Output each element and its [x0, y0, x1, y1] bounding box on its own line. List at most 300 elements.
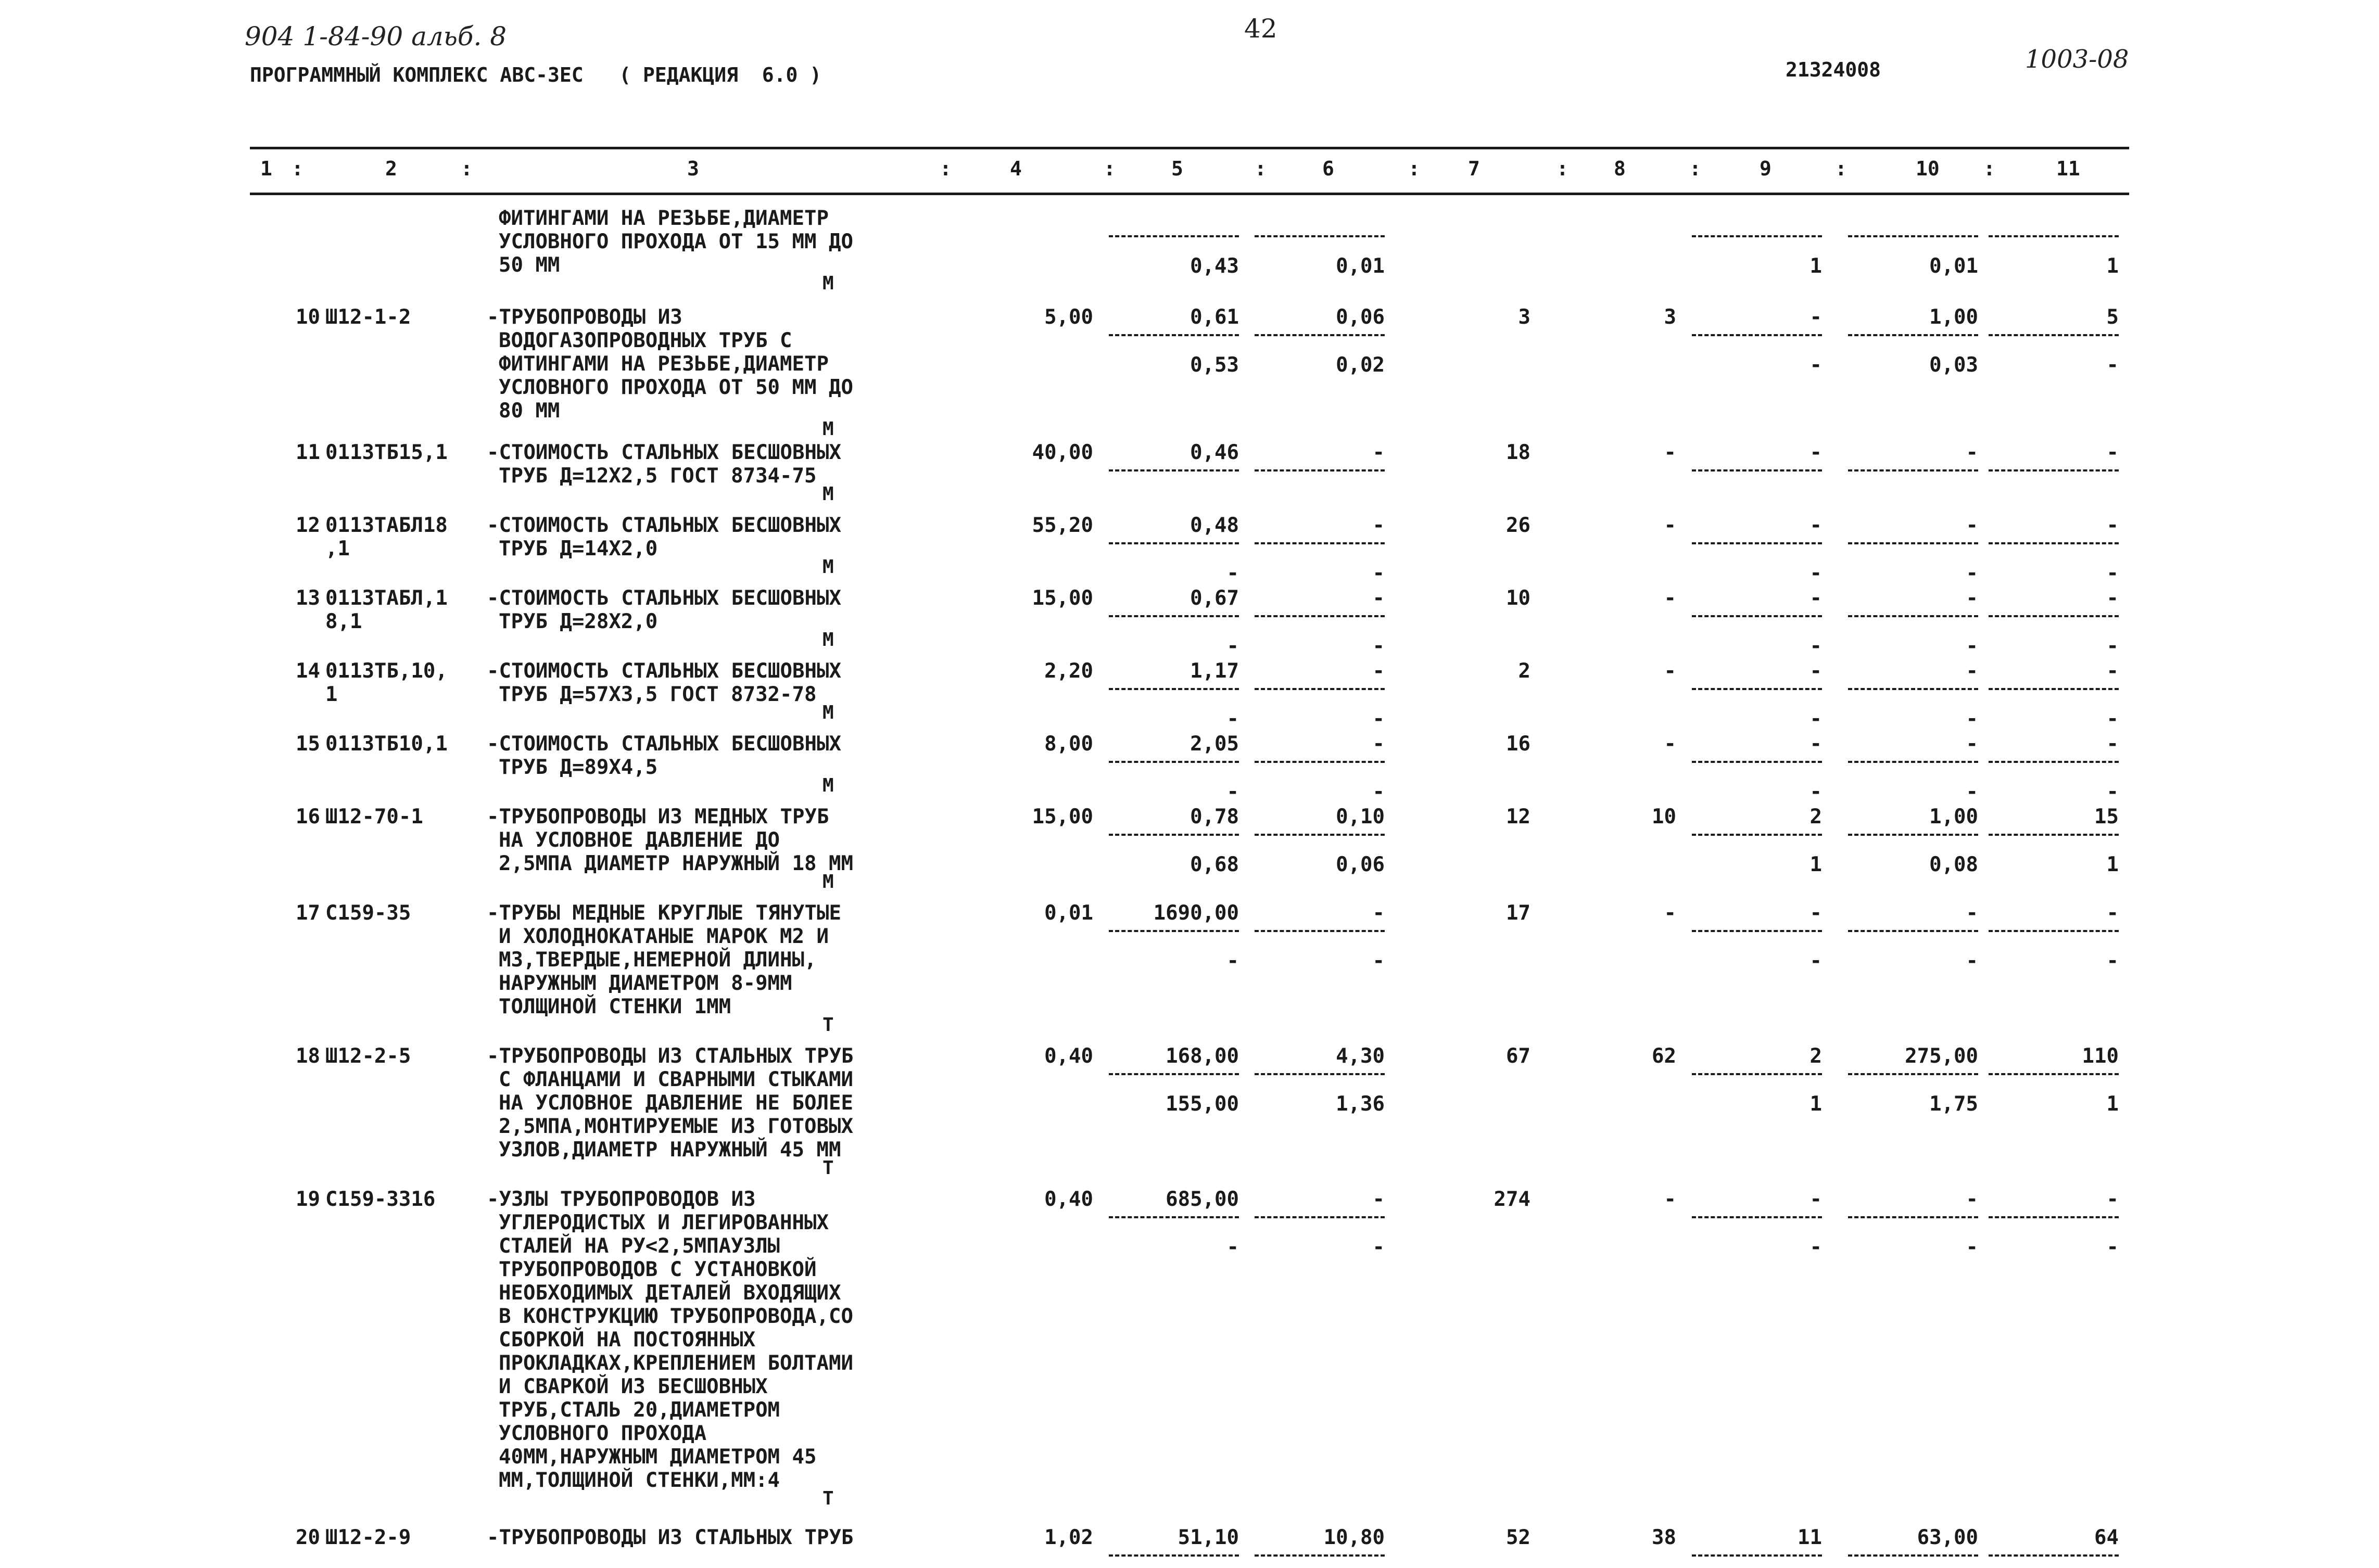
row-value-top: 10,80 [1323, 1526, 1385, 1549]
row-value-bottom: 1 [2106, 254, 2119, 278]
value-underline [1255, 334, 1385, 336]
row-code: Ш12-70-1 [325, 805, 423, 828]
column-header-7: 7 [1468, 157, 1480, 180]
value-underline [1989, 1216, 2119, 1218]
value-underline [1848, 834, 1978, 836]
row-value-top: 11 [1798, 1526, 1822, 1549]
row-description-line: ТРУБ Д=12Х2,5 ГОСТ 8734-75 [499, 464, 817, 488]
row-value-bottom: - [1226, 562, 1239, 585]
row-value-bottom: - [1372, 780, 1385, 804]
value-underline [1109, 1216, 1239, 1218]
row-value-bottom: - [2106, 562, 2119, 585]
value-underline [1692, 930, 1822, 932]
row-value-top: 0,67 [1190, 587, 1239, 610]
row-value-top: 3 [1518, 305, 1530, 329]
value-underline [1848, 761, 1978, 763]
handwritten-reference: 1003-08 [2025, 45, 2129, 74]
row-number: 13 [296, 587, 320, 610]
row-value-top: 2 [1518, 659, 1530, 683]
row-value-bottom: 0,03 [1929, 353, 1978, 377]
row-unit: М [822, 629, 834, 651]
value-underline [1109, 1073, 1239, 1075]
row-code: 0113ТБ,10, [325, 659, 448, 683]
row-value-top: 0,06 [1336, 305, 1385, 329]
value-underline [1255, 235, 1385, 237]
row-value-bottom: 0,43 [1190, 254, 1239, 278]
row-value-bottom: - [1809, 353, 1822, 377]
row-value-bottom: - [2106, 780, 2119, 804]
row-quantity: 0,40 [1044, 1188, 1093, 1211]
row-value-bottom: 0,01 [1929, 254, 1978, 278]
value-underline [1692, 334, 1822, 336]
row-description-line: 50 ММ [499, 253, 560, 277]
row-value-bottom: - [1809, 634, 1822, 658]
row-value-bottom: 0,08 [1929, 853, 1978, 876]
row-value-top: 2 [1809, 805, 1822, 828]
row-unit: Т [822, 1014, 834, 1036]
row-description-line: ПРОКЛАДКАХ,КРЕПЛЕНИЕМ БОЛТАМИ [499, 1352, 853, 1375]
row-value-top: 62 [1652, 1044, 1676, 1068]
row-value-top: - [2106, 1188, 2119, 1211]
row-value-top: - [1966, 732, 1978, 756]
row-value-top: - [1664, 441, 1676, 464]
row-quantity: 1,02 [1044, 1526, 1093, 1549]
row-description-line: М3,ТВЕРДЫЕ,НЕМЕРНОЙ ДЛИНЫ, [499, 948, 817, 972]
row-value-top: 0,46 [1190, 441, 1239, 464]
row-code-continuation: 8,1 [325, 610, 362, 633]
row-value-bottom: - [1966, 780, 1978, 804]
row-number: 11 [296, 441, 320, 464]
row-number: 19 [296, 1188, 320, 1211]
row-value-top: 18 [1506, 441, 1530, 464]
row-value-top: 2 [1809, 1044, 1822, 1068]
row-description-line: ФИТИНГАМИ НА РЕЗЬБЕ,ДИАМЕТР [499, 352, 829, 376]
row-value-top: 685,00 [1166, 1188, 1239, 1211]
value-underline [1255, 1216, 1385, 1218]
row-value-bottom: - [1966, 707, 1978, 731]
row-quantity: 2,20 [1044, 659, 1093, 683]
handwritten-album-code: 904 1-84-90 альб. 8 [245, 21, 507, 52]
row-value-top: 16 [1506, 732, 1530, 756]
row-value-bottom: - [1372, 634, 1385, 658]
row-description-line: СТАЛЕЙ НА РУ<2,5МПАУЗЛЫ [499, 1234, 780, 1258]
row-value-top: 12 [1506, 805, 1530, 828]
column-header-9: 9 [1760, 157, 1771, 180]
row-description-line: -ТРУБОПРОВОДЫ ИЗ МЕДНЫХ ТРУБ [487, 805, 829, 828]
row-value-top: - [1809, 732, 1822, 756]
value-underline [1109, 1554, 1239, 1557]
value-underline [1692, 1073, 1822, 1075]
value-underline [1255, 469, 1385, 471]
value-underline [1255, 542, 1385, 544]
row-value-top: 110 [2082, 1044, 2119, 1068]
row-value-bottom: 1,36 [1336, 1092, 1385, 1116]
row-description-line: 2,5МПА ДИАМЕТР НАРУЖНЫЙ 18 ММ [499, 852, 853, 875]
value-underline [1848, 235, 1978, 237]
row-description-line: -СТОИМОСТЬ СТАЛЬНЫХ БЕСШОВНЫХ [487, 441, 841, 464]
row-quantity: 0,40 [1044, 1044, 1093, 1068]
row-number: 18 [296, 1044, 320, 1068]
row-value-bottom: - [1372, 562, 1385, 585]
column-header-2: 2 [385, 157, 397, 180]
row-value-top: - [1372, 901, 1385, 925]
row-value-top: - [2106, 659, 2119, 683]
row-value-bottom: - [1226, 1235, 1239, 1259]
row-value-top: 275,00 [1905, 1044, 1978, 1068]
row-number: 10 [296, 305, 320, 329]
row-value-top: - [1664, 901, 1676, 925]
row-description-line: ММ,ТОЛЩИНОЙ СТЕНКИ,ММ:4 [499, 1469, 780, 1492]
value-underline [1255, 1554, 1385, 1557]
row-description-line: 2,5МПА,МОНТИРУЕМЫЕ ИЗ ГОТОВЫХ [499, 1115, 853, 1138]
row-value-bottom: 155,00 [1166, 1092, 1239, 1116]
row-quantity: 55,20 [1032, 514, 1093, 537]
value-underline [1848, 930, 1978, 932]
row-value-top: 3 [1664, 305, 1676, 329]
row-number: 20 [296, 1526, 320, 1549]
value-underline [1848, 1216, 1978, 1218]
value-underline [1109, 469, 1239, 471]
row-unit: Т [822, 1488, 834, 1509]
row-value-top: - [1664, 732, 1676, 756]
row-value-bottom: 0,01 [1336, 254, 1385, 278]
row-description-line: УЗЛОВ,ДИАМЕТР НАРУЖНЫЙ 45 ММ [499, 1138, 841, 1162]
column-separator: : [1835, 157, 1847, 180]
row-description-line: НАРУЖНЫМ ДИАМЕТРОМ 8-9ММ [499, 972, 792, 995]
row-value-top: - [1372, 732, 1385, 756]
row-description-line: И ХОЛОДНОКАТАНЫЕ МАРОК М2 И [499, 925, 829, 948]
row-value-bottom: - [1809, 780, 1822, 804]
row-description-line: НА УСЛОВНОЕ ДАВЛЕНИЕ НЕ БОЛЕЕ [499, 1091, 853, 1115]
row-value-top: - [1966, 587, 1978, 610]
row-value-top: - [2106, 514, 2119, 537]
value-underline [1692, 834, 1822, 836]
value-underline [1255, 761, 1385, 763]
row-value-top: 1690,00 [1153, 901, 1239, 925]
row-value-top: - [1372, 514, 1385, 537]
row-description-line: С ФЛАНЦАМИ И СВАРНЫМИ СТЫКАМИ [499, 1068, 853, 1091]
row-code: Ш12-1-2 [325, 305, 411, 329]
row-description-line: ТРУБ Д=89Х4,5 [499, 756, 658, 779]
header-top-rule [250, 147, 2129, 149]
row-value-top: 15 [2094, 805, 2119, 828]
row-description-line: -СТОИМОСТЬ СТАЛЬНЫХ БЕСШОВНЫХ [487, 587, 841, 610]
value-underline [1109, 688, 1239, 690]
row-code-continuation: ,1 [325, 537, 350, 560]
value-underline [1989, 1554, 2119, 1557]
value-underline [1692, 1554, 1822, 1557]
column-separator: : [1689, 157, 1701, 180]
row-quantity: 0,01 [1044, 901, 1093, 925]
row-description-line: В КОНСТРУКЦИЮ ТРУБОПРОВОДА,СО [499, 1305, 853, 1328]
row-unit: Т [822, 1157, 834, 1179]
row-code: 0113ТАБЛ18 [325, 514, 448, 537]
row-unit: М [822, 702, 834, 723]
row-description-line: ТОЛЩИНОЙ СТЕНКИ 1ММ [499, 995, 731, 1018]
row-value-bottom: - [1966, 949, 1978, 973]
row-number: 12 [296, 514, 320, 537]
row-value-bottom: - [1226, 707, 1239, 731]
program-title: ПРОГРАММНЫЙ КОМПЛЕКС АВС-3ЕС ( РЕДАКЦИЯ 6.0 ) [250, 63, 822, 86]
row-value-bottom: 1 [2106, 1092, 2119, 1116]
row-value-bottom: - [2106, 1235, 2119, 1259]
value-underline [1848, 615, 1978, 617]
row-code-continuation: 1 [325, 683, 338, 706]
row-description-line: УГЛЕРОДИСТЫХ И ЛЕГИРОВАННЫХ [499, 1211, 829, 1234]
row-description-line: ФИТИНГАМИ НА РЕЗЬБЕ,ДИАМЕТР [499, 207, 829, 230]
row-value-bottom: 1,75 [1929, 1092, 1978, 1116]
row-value-bottom: 0,06 [1336, 853, 1385, 876]
column-header-11: 11 [2056, 157, 2080, 180]
row-value-top: - [2106, 732, 2119, 756]
row-value-top: 5 [2106, 305, 2119, 329]
row-value-top: - [1664, 587, 1676, 610]
row-value-top: - [1809, 659, 1822, 683]
row-description-line: -ТРУБЫ МЕДНЫЕ КРУГЛЫЕ ТЯНУТЫЕ [487, 901, 841, 925]
row-value-bottom: 0,68 [1190, 853, 1239, 876]
value-underline [1692, 615, 1822, 617]
row-code: 0113ТБ15,1 [325, 441, 448, 464]
row-value-top: - [1966, 901, 1978, 925]
column-separator: : [1104, 157, 1116, 180]
value-underline [1692, 542, 1822, 544]
row-value-bottom: - [1966, 1235, 1978, 1259]
row-code: Ш12-2-9 [325, 1526, 411, 1549]
row-value-bottom: - [1226, 949, 1239, 973]
column-header-1: 1 [260, 157, 272, 180]
column-separator: : [1983, 157, 1995, 180]
row-value-top: 51,10 [1178, 1526, 1239, 1549]
row-quantity: 15,00 [1032, 805, 1093, 828]
row-value-top: 1,00 [1929, 805, 1978, 828]
row-number: 16 [296, 805, 320, 828]
row-value-bottom: - [2106, 707, 2119, 731]
row-value-top: 26 [1506, 514, 1530, 537]
value-underline [1109, 334, 1239, 336]
row-quantity: 5,00 [1044, 305, 1093, 329]
row-value-top: - [1664, 659, 1676, 683]
row-value-bottom: - [1809, 1235, 1822, 1259]
value-underline [1109, 235, 1239, 237]
value-underline [1848, 542, 1978, 544]
row-unit: М [822, 483, 834, 505]
value-underline [1692, 1216, 1822, 1218]
row-value-top: 0,61 [1190, 305, 1239, 329]
row-value-top: - [2106, 587, 2119, 610]
value-underline [1109, 542, 1239, 544]
row-description-line: СБОРКОЙ НА ПОСТОЯННЫХ [499, 1328, 756, 1352]
row-value-top: 168,00 [1166, 1044, 1239, 1068]
row-value-top: 2,05 [1190, 732, 1239, 756]
row-value-top: 17 [1506, 901, 1530, 925]
value-underline [1989, 761, 2119, 763]
row-description-line: ТРУБ Д=28Х2,0 [499, 610, 658, 633]
row-value-bottom: - [1372, 707, 1385, 731]
row-description-line: ТРУБ Д=14Х2,0 [499, 537, 658, 560]
row-description-line: УСЛОВНОГО ПРОХОДА ОТ 15 ММ ДО [499, 230, 853, 253]
value-underline [1692, 761, 1822, 763]
value-underline [1989, 469, 2119, 471]
row-value-top: - [1664, 514, 1676, 537]
row-unit: М [822, 273, 834, 294]
row-value-bottom: - [2106, 353, 2119, 377]
row-description-line: -УЗЛЫ ТРУБОПРОВОДОВ ИЗ [487, 1188, 756, 1211]
value-underline [1255, 1073, 1385, 1075]
row-code: Ш12-2-5 [325, 1044, 411, 1068]
row-value-bottom: 1 [2106, 853, 2119, 876]
row-value-top: 0,78 [1190, 805, 1239, 828]
row-value-top: 274 [1494, 1188, 1530, 1211]
value-underline [1255, 834, 1385, 836]
row-value-bottom: 0,02 [1336, 353, 1385, 377]
row-description-line: УСЛОВНОГО ПРОХОДА [499, 1422, 707, 1445]
row-number: 17 [296, 901, 320, 925]
row-description-line: 80 ММ [499, 399, 560, 423]
row-description-line: ТРУБ,СТАЛЬ 20,ДИАМЕТРОМ [499, 1398, 780, 1422]
value-underline [1848, 334, 1978, 336]
row-description-line: -ТРУБОПРОВОДЫ ИЗ СТАЛЬНЫХ ТРУБ [487, 1044, 854, 1068]
value-underline [1848, 1554, 1978, 1557]
row-description-line: -СТОИМОСТЬ СТАЛЬНЫХ БЕСШОВНЫХ [487, 659, 841, 683]
value-underline [1989, 930, 2119, 932]
row-value-top: 67 [1506, 1044, 1530, 1068]
row-value-bottom: - [1372, 1235, 1385, 1259]
row-value-top: - [1372, 441, 1385, 464]
row-value-top: 4,30 [1336, 1044, 1385, 1068]
value-underline [1109, 930, 1239, 932]
row-value-top: 38 [1652, 1526, 1676, 1549]
value-underline [1989, 1073, 2119, 1075]
value-underline [1989, 235, 2119, 237]
row-description-line: ТРУБ Д=57Х3,5 ГОСТ 8732-78 [499, 683, 817, 706]
row-description-line: -ТРУБОПРОВОДЫ ИЗ СТАЛЬНЫХ ТРУБ [487, 1526, 854, 1549]
row-value-top: 63,00 [1917, 1526, 1978, 1549]
row-value-bottom: 1 [1809, 1092, 1822, 1116]
row-description-line: И СВАРКОЙ ИЗ БЕСШОВНЫХ [499, 1375, 768, 1398]
row-unit: М [822, 871, 834, 893]
column-separator: : [461, 157, 473, 180]
row-value-top: - [1809, 1188, 1822, 1211]
row-value-top: 52 [1506, 1526, 1530, 1549]
row-value-bottom: 0,53 [1190, 353, 1239, 377]
value-underline [1848, 469, 1978, 471]
row-value-top: - [1966, 441, 1978, 464]
row-unit: М [822, 556, 834, 578]
header-bottom-rule [250, 193, 2129, 195]
row-description-line: УСЛОВНОГО ПРОХОДА ОТ 50 ММ ДО [499, 376, 853, 399]
row-value-bottom: - [1966, 634, 1978, 658]
row-value-bottom: - [1226, 634, 1239, 658]
value-underline [1692, 688, 1822, 690]
value-underline [1989, 542, 2119, 544]
row-code: 0113ТБ10,1 [325, 732, 448, 756]
row-value-top: 10 [1506, 587, 1530, 610]
row-value-top: 1,17 [1190, 659, 1239, 683]
row-value-top: 64 [2094, 1526, 2119, 1549]
row-value-top: 0,10 [1336, 805, 1385, 828]
row-value-bottom: - [1372, 949, 1385, 973]
row-value-bottom: - [1226, 780, 1239, 804]
row-value-top: 10 [1652, 805, 1676, 828]
column-header-4: 4 [1010, 157, 1022, 180]
row-value-bottom: - [1809, 707, 1822, 731]
row-description-line: ВОДОГАЗОПРОВОДНЫХ ТРУБ С [499, 329, 792, 352]
column-header-10: 10 [1916, 157, 1940, 180]
row-quantity: 8,00 [1044, 732, 1093, 756]
value-underline [1109, 761, 1239, 763]
column-header-3: 3 [687, 157, 699, 180]
row-quantity: 40,00 [1032, 441, 1093, 464]
row-value-top: - [1372, 659, 1385, 683]
row-quantity: 15,00 [1032, 587, 1093, 610]
value-underline [1989, 834, 2119, 836]
column-separator: : [1557, 157, 1568, 180]
row-value-top: - [1809, 514, 1822, 537]
row-value-bottom: - [2106, 949, 2119, 973]
row-value-top: - [2106, 441, 2119, 464]
row-value-top: 1,00 [1929, 305, 1978, 329]
row-value-top: - [1966, 514, 1978, 537]
row-value-top: - [1809, 901, 1822, 925]
row-description-line: НА УСЛОВНОЕ ДАВЛЕНИЕ ДО [499, 828, 780, 852]
document-number: 21324008 [1786, 58, 1881, 81]
row-code: С159-35 [325, 901, 411, 925]
value-underline [1848, 1073, 1978, 1075]
row-value-top: - [1664, 1188, 1676, 1211]
row-value-top: - [1372, 1188, 1385, 1211]
row-unit: М [822, 775, 834, 796]
row-value-top: - [1372, 587, 1385, 610]
value-underline [1692, 469, 1822, 471]
value-underline [1989, 615, 2119, 617]
row-value-bottom: - [1809, 949, 1822, 973]
row-value-top: - [1966, 659, 1978, 683]
row-value-bottom: 1 [1809, 853, 1822, 876]
column-header-6: 6 [1322, 157, 1334, 180]
row-description-line: НЕОБХОДИМЫХ ДЕТАЛЕЙ ВХОДЯЩИХ [499, 1281, 841, 1305]
column-separator: : [292, 157, 303, 180]
row-value-bottom: - [1809, 562, 1822, 585]
value-underline [1255, 930, 1385, 932]
row-value-top: - [1809, 441, 1822, 464]
row-description-line: 40ММ,НАРУЖНЫМ ДИАМЕТРОМ 45 [499, 1445, 817, 1469]
row-value-top: - [1809, 587, 1822, 610]
value-underline [1109, 615, 1239, 617]
value-underline [1255, 688, 1385, 690]
page-number: 42 [1244, 14, 1277, 44]
value-underline [1989, 334, 2119, 336]
row-description-line: -ТРУБОПРОВОДЫ ИЗ [487, 305, 682, 329]
column-header-8: 8 [1614, 157, 1626, 180]
row-value-top: - [1809, 305, 1822, 329]
row-value-top: 0,48 [1190, 514, 1239, 537]
row-value-top: - [1966, 1188, 1978, 1211]
value-underline [1989, 688, 2119, 690]
row-code: 0113ТАБЛ,1 [325, 587, 448, 610]
column-separator: : [940, 157, 952, 180]
row-value-top: - [2106, 901, 2119, 925]
value-underline [1255, 615, 1385, 617]
value-underline [1848, 688, 1978, 690]
row-value-bottom: 1 [1809, 254, 1822, 278]
row-description-line: -СТОИМОСТЬ СТАЛЬНЫХ БЕСШОВНЫХ [487, 732, 841, 756]
value-underline [1109, 834, 1239, 836]
row-value-bottom: - [1966, 562, 1978, 585]
value-underline [1692, 235, 1822, 237]
row-description-line: -СТОИМОСТЬ СТАЛЬНЫХ БЕСШОВНЫХ [487, 514, 841, 537]
row-value-bottom: - [2106, 634, 2119, 658]
row-number: 15 [296, 732, 320, 756]
